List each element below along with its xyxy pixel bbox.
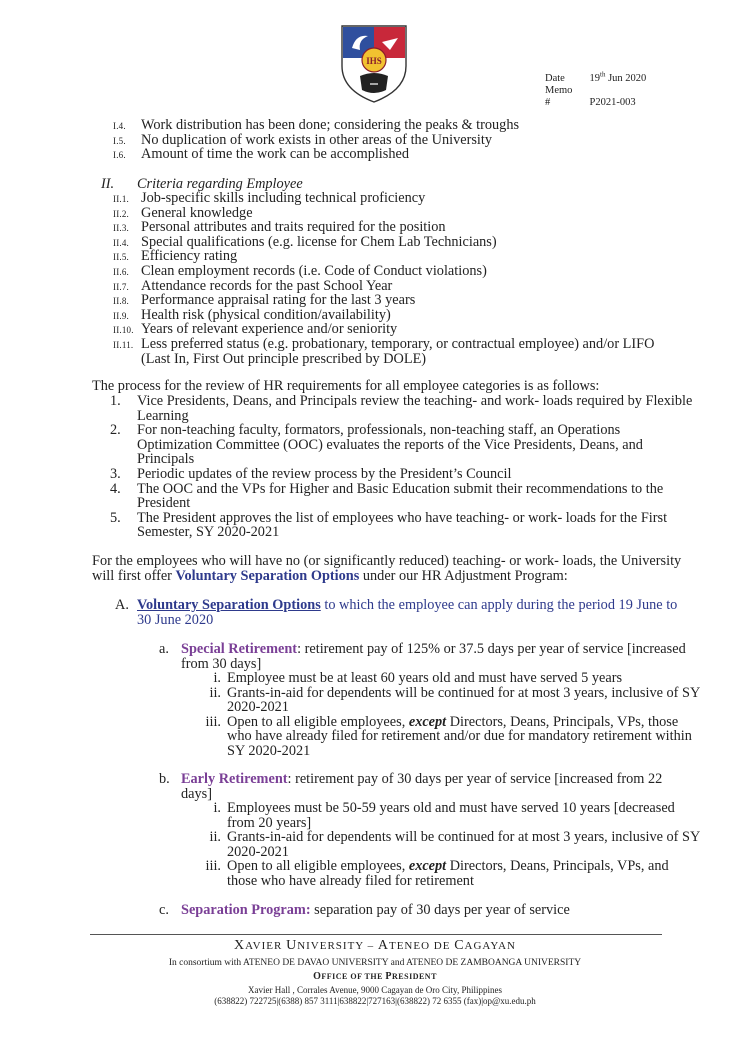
memo-label: Memo # xyxy=(545,84,573,108)
special-retirement-items xyxy=(205,670,702,759)
list-item: i. Employee must be at least 60 years old and must have served 5 years xyxy=(213,670,623,686)
vso-intro: For the employees who will have no (or significantly reduced) teaching- or work- loads, the University will first offer Voluntary Separation Options under our HR Adjustment Program: xyxy=(92,553,682,584)
list-item: ii. Grants-in-aid for dependents will be continued for at most 3 years, inclusive of SY 2020-2021 xyxy=(209,684,700,716)
memo-number: P2021-003 xyxy=(589,96,636,108)
option-separation-program: c. Separation Program: separation pay of 30 days per year of service xyxy=(159,902,570,918)
early-retirement-items xyxy=(205,800,702,889)
list-item: ii. Grants-in-aid for dependents will be continued for at most 3 years, inclusive of SY 2020-2021 xyxy=(209,829,700,860)
process-intro: The process for the review of HR requirements for all employee categories is as follows: xyxy=(92,378,600,394)
section2-heading: II. Criteria regarding Employee xyxy=(101,176,303,192)
footer-address: Xavier Hall , Corrales Avenue, 9000 Cagayan de Oro City, Philippines xyxy=(248,985,502,995)
vso-heading: A. Voluntary Separation Options to which the employee can apply during the period 19 June to 30 June 2020 xyxy=(115,597,678,628)
list-item: iii. Open to all eligible employees, except Directors, Deans, Principals, VPs, those who have already filed for retirement and/or due for mandatory retirement within SY 2020-2021 xyxy=(205,713,692,759)
list-item: iii. Open to all eligible employees, except Directors, Deans, Principals, VPs, and those who have already filed for retirement xyxy=(205,858,669,889)
footer-office: OFFICE OF THE PRESIDENT xyxy=(313,971,437,982)
seal-monogram: IHS xyxy=(366,56,382,66)
list-item: 1. Vice Presidents, Deans, and Principals review the teaching- and work- loads required by Flexible Learning xyxy=(110,393,693,424)
footer-divider xyxy=(90,934,662,935)
date-label: Date xyxy=(545,72,565,84)
list-item: 4. The OOC and the VPs for Higher and Basic Education submit their recommendations to the President xyxy=(110,480,664,512)
vso-emphasis: Voluntary Separation Options xyxy=(175,567,360,584)
university-seal xyxy=(340,24,408,104)
footer-contact: (638822) 722725|(6388) 857 3111|638822|727163|(638822) 72 6355 (fax)|op@xu.edu.ph xyxy=(214,996,536,1006)
list-item: 2. For non-teaching faculty, formators, professionals, non-teaching staff, an Operations Optimization Committee (OOC) evaluates the reports of the Vice Presidents, Deans, and Principals xyxy=(110,422,643,468)
footer-consortium: In consortium with ATENEO DE DAVAO UNIVERSITY and ATENEO DE ZAMBOANGA UNIVERSITY xyxy=(168,958,582,968)
option-early-retirement: b. Early Retirement: retirement pay of 30 days per year of service [increased from 22 days] xyxy=(159,771,663,802)
footer-university-name: XAVIER UNIVERSITY – ATENEO DE CAGAYAN xyxy=(234,938,516,953)
date-value: 19th Jun 2020 xyxy=(589,70,647,84)
vso-link[interactable]: Voluntary Separation Options xyxy=(137,597,321,613)
option-special-retirement: a. Special Retirement: retirement pay of 125% or 37.5 days per year of service [increased from 30 days] xyxy=(159,641,686,672)
list-item: 5. The President approves the list of employees who have teaching- or work- loads for the First Semester, SY 2020-2021 xyxy=(110,509,668,541)
memo-info xyxy=(545,68,646,109)
process-steps xyxy=(110,394,695,540)
list-item: 3. Periodic updates of the review process by the President’s Council xyxy=(110,465,512,482)
list-item: i. Employees must be 50-59 years old and must have served 10 years [decreased from 20 years] xyxy=(213,800,675,831)
